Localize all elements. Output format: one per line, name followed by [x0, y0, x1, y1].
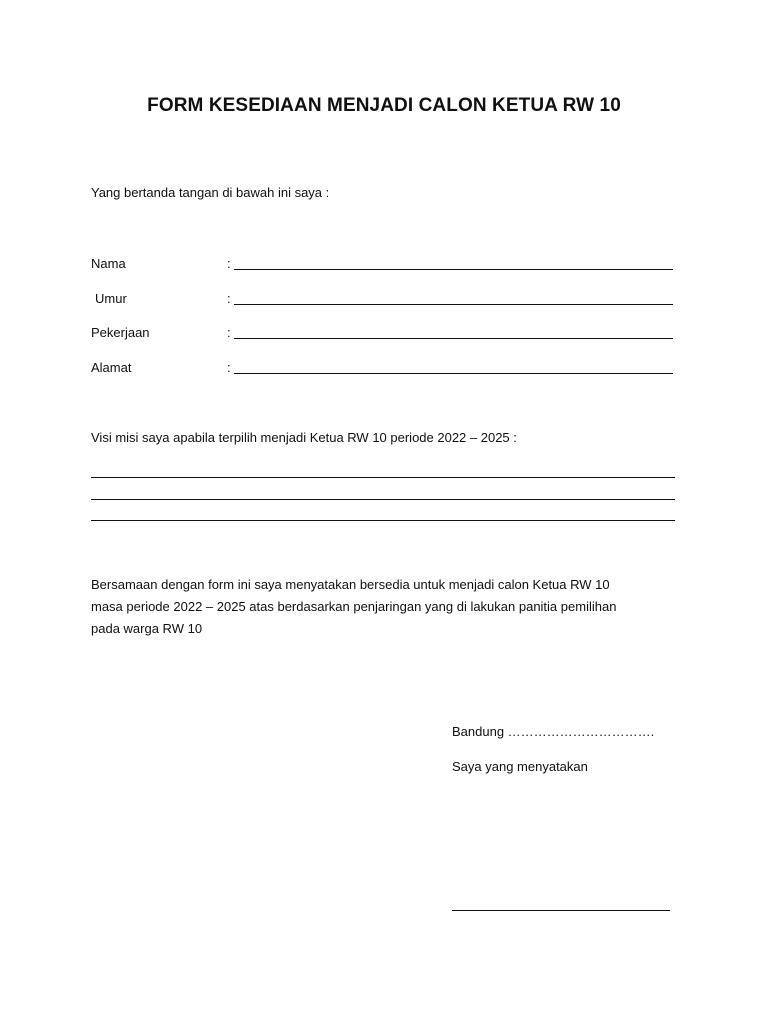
signature-line[interactable]: [452, 910, 670, 911]
pekerjaan-fill-line[interactable]: [234, 338, 673, 339]
declarer-label: Saya yang menyatakan: [452, 759, 588, 774]
field-colon: :: [227, 256, 231, 271]
field-label-alamat: Alamat: [91, 360, 132, 375]
statement-line-1: Bersamaan dengan form ini saya menyatakan bersedia untuk menjadi calon Ketua RW 10: [91, 577, 610, 592]
place-date: Bandung …………………………….: [452, 724, 655, 739]
statement-line-2: masa periode 2022 – 2025 atas berdasarkan penjaringan yang di lakukan panitia pemilihan: [91, 599, 617, 614]
nama-fill-line[interactable]: [234, 269, 673, 270]
visi-misi-line-2[interactable]: [91, 499, 675, 500]
field-label-pekerjaan: Pekerjaan: [91, 325, 150, 340]
visi-misi-line-1[interactable]: [91, 477, 675, 478]
field-label-umur: Umur: [95, 291, 127, 306]
field-row-alamat: [91, 360, 676, 378]
field-row-pekerjaan: [91, 325, 676, 343]
field-label-nama: Nama: [91, 256, 126, 271]
visi-misi-label: Visi misi saya apabila terpilih menjadi Ketua RW 10 periode 2022 – 2025 :: [91, 430, 517, 445]
statement-line-3: pada warga RW 10: [91, 621, 203, 636]
visi-misi-line-3[interactable]: [91, 520, 675, 521]
alamat-fill-line[interactable]: [234, 373, 673, 374]
field-colon: :: [227, 291, 231, 306]
umur-fill-line[interactable]: [234, 304, 673, 305]
field-colon: :: [227, 325, 231, 340]
form-title: FORM KESEDIAAN MENJADI CALON KETUA RW 10: [147, 95, 621, 116]
field-row-nama: [91, 256, 676, 274]
intro-text: Yang bertanda tangan di bawah ini saya :: [91, 185, 330, 200]
field-colon: :: [227, 360, 231, 375]
field-row-umur: [91, 291, 676, 309]
statement-paragraph: [91, 574, 691, 640]
